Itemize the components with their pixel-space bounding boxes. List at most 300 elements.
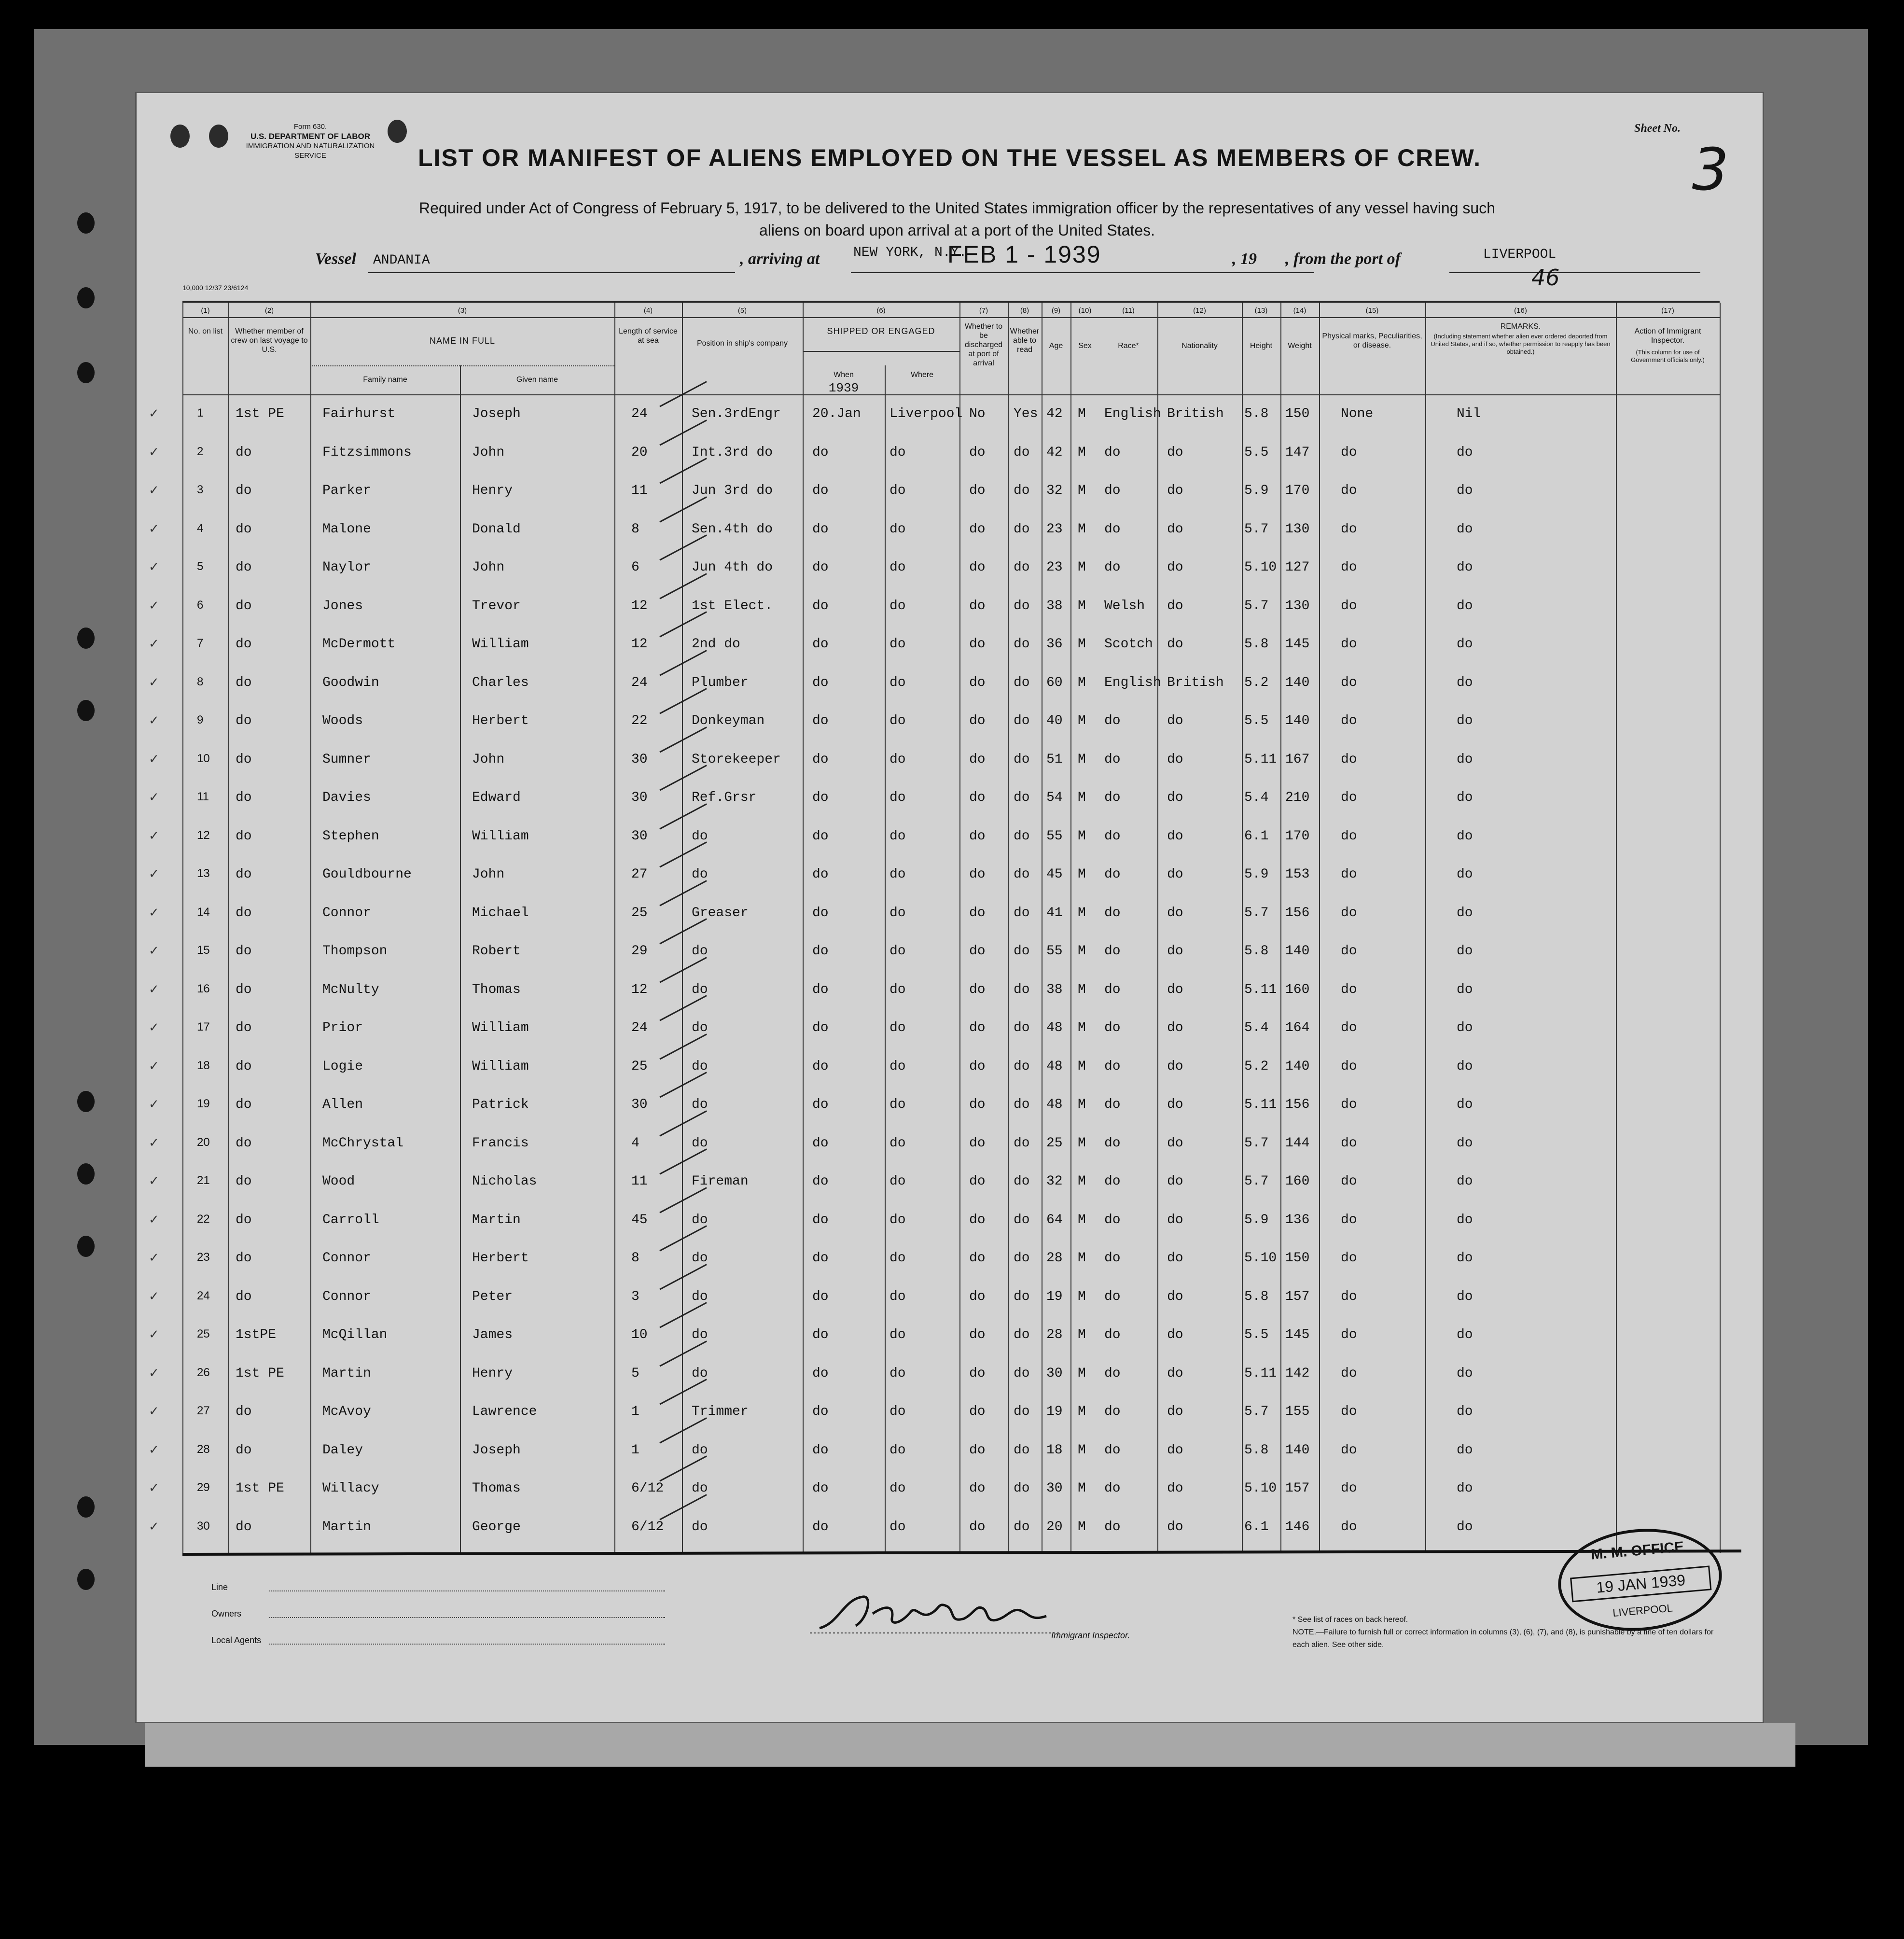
physical-marks: do [1341, 1404, 1357, 1419]
can-read: do [1014, 1404, 1030, 1419]
height: 5.2 [1244, 675, 1269, 690]
remarks: do [1457, 1481, 1473, 1496]
nationality: do [1167, 1097, 1183, 1112]
shipped-where: do [889, 944, 906, 959]
given-name: Edward [472, 790, 521, 805]
shipped-when: do [812, 828, 829, 844]
position: do [692, 944, 708, 959]
col-header-marks: Physical marks, Peculiarities, or disease. [1322, 332, 1422, 349]
position: do [692, 982, 708, 997]
race: English [1104, 675, 1161, 690]
weight: 140 [1285, 944, 1310, 959]
discharged: do [969, 752, 986, 767]
vessel-line [137, 241, 1763, 279]
shipped-when: do [812, 1020, 829, 1035]
sex: M [1078, 867, 1086, 882]
position: Sen.3rdEngr [692, 406, 781, 421]
position: Int.3rd do [692, 445, 773, 460]
row-number: 20 [197, 1135, 210, 1149]
col-header-where: Where [910, 371, 934, 379]
shipped-where: do [889, 905, 906, 921]
discharged: do [969, 598, 986, 614]
race: do [1104, 867, 1121, 882]
stamp-office: M. M. OFFICE [1590, 1538, 1685, 1563]
sex: M [1078, 1519, 1086, 1534]
arriving-port: NEW YORK, N.Y. [853, 245, 967, 260]
given-name: Thomas [472, 982, 521, 997]
position: Storekeeper [692, 752, 781, 767]
crew-status: do [236, 483, 252, 498]
remarks: do [1457, 1059, 1473, 1074]
height: 5.9 [1244, 483, 1269, 498]
height: 5.8 [1244, 1442, 1269, 1458]
service-length: 25 [631, 1059, 648, 1074]
shipped-where: do [889, 1212, 906, 1228]
age: 40 [1046, 713, 1063, 728]
physical-marks: do [1341, 1059, 1357, 1074]
nationality: do [1167, 944, 1183, 959]
can-read: do [1014, 675, 1030, 690]
check-mark-icon: ✓ [149, 1059, 159, 1074]
shipped-where: do [889, 1442, 906, 1458]
table-row [149, 785, 1720, 814]
discharged: do [969, 1366, 986, 1381]
remarks: do [1457, 1097, 1473, 1112]
shipped-where: do [889, 675, 906, 690]
table-row [149, 555, 1720, 584]
discharged: do [969, 445, 986, 460]
age: 48 [1046, 1097, 1063, 1112]
race: do [1104, 790, 1121, 805]
given-name: James [472, 1327, 513, 1342]
physical-marks: do [1341, 483, 1357, 498]
race: do [1104, 1289, 1121, 1304]
row-number: 24 [197, 1289, 210, 1302]
given-name: William [472, 828, 529, 844]
shipped-when: do [812, 713, 829, 728]
nationality: do [1167, 982, 1183, 997]
physical-marks: do [1341, 1519, 1357, 1534]
table-row [149, 1246, 1720, 1275]
family-name: Martin [322, 1519, 371, 1534]
can-read: do [1014, 1135, 1030, 1151]
page-title: LIST OR MANIFEST OF ALIENS EMPLOYED ON THE VESSEL AS MEMBERS OF CREW. [418, 144, 1481, 171]
discharged: do [969, 828, 986, 844]
service-length: 10 [631, 1327, 648, 1342]
shipped-where: do [889, 1174, 906, 1189]
shipped-where: do [889, 752, 906, 767]
row-rule [310, 365, 614, 366]
remarks: do [1457, 905, 1473, 921]
check-mark-icon: ✓ [149, 944, 159, 958]
check-mark-icon: ✓ [149, 982, 159, 997]
punch-hole [388, 120, 407, 143]
height: 5.4 [1244, 1020, 1269, 1035]
crew-status: do [236, 828, 252, 844]
shipped-when: do [812, 1251, 829, 1266]
age: 18 [1046, 1442, 1063, 1458]
given-name: Charles [472, 675, 529, 690]
service-length: 24 [631, 1020, 648, 1035]
underline [1449, 272, 1700, 273]
check-mark-icon: ✓ [149, 1442, 159, 1457]
crew-status: do [236, 1135, 252, 1151]
physical-marks: do [1341, 560, 1357, 575]
col-header-age: Age [1049, 342, 1063, 350]
race: do [1104, 521, 1121, 537]
row-number: 17 [197, 1020, 210, 1033]
crew-status: do [236, 1020, 252, 1035]
sheet-number: 3 [1692, 137, 1729, 204]
height: 5.7 [1244, 905, 1269, 921]
weight: 167 [1285, 752, 1310, 767]
position: do [692, 1251, 708, 1266]
weight: 145 [1285, 637, 1310, 652]
service-length: 25 [631, 905, 648, 921]
family-name: Connor [322, 1251, 371, 1266]
table-row [149, 1323, 1720, 1352]
shipped-when: do [812, 1212, 829, 1228]
position: Sen.4th do [692, 521, 773, 537]
nationality: do [1167, 790, 1183, 805]
col-num: (15) [1365, 307, 1379, 315]
remarks: do [1457, 1442, 1473, 1458]
physical-marks: do [1341, 1097, 1357, 1112]
position: do [692, 1481, 708, 1496]
physical-marks: do [1341, 1251, 1357, 1266]
weight: 136 [1285, 1212, 1310, 1228]
physical-marks: do [1341, 982, 1357, 997]
family-name: Fitzsimmons [322, 445, 412, 460]
row-number: 28 [197, 1442, 210, 1456]
position: do [692, 1442, 708, 1458]
remarks: do [1457, 675, 1473, 690]
table-row [149, 517, 1720, 546]
age: 19 [1046, 1404, 1063, 1419]
nationality: do [1167, 560, 1183, 575]
discharged: do [969, 1212, 986, 1228]
weight: 156 [1285, 905, 1310, 921]
vessel-name: ANDANIA [373, 253, 430, 268]
shipped-where: do [889, 1097, 906, 1112]
col-header-height: Height [1250, 342, 1273, 350]
service-length: 30 [631, 790, 648, 805]
race: Scotch [1104, 637, 1153, 652]
race: do [1104, 1327, 1121, 1342]
service-length: 6/12 [631, 1481, 664, 1496]
position: do [692, 1327, 708, 1342]
family-name: Thompson [322, 944, 388, 959]
given-name: Lawrence [472, 1404, 537, 1419]
col-header-remarks: REMARKS. [1500, 322, 1541, 331]
family-name: McDermott [322, 637, 396, 652]
height: 5.9 [1244, 867, 1269, 882]
race: do [1104, 483, 1121, 498]
subtitle-line-1: Required under Act of Congress of February 5, 1917, to be delivered to the United States immigration officer by the representatives of any vessel having such [419, 199, 1495, 217]
weight: 144 [1285, 1135, 1310, 1151]
inspector-label: Immigrant Inspector. [1051, 1631, 1130, 1640]
crew-status: do [236, 1404, 252, 1419]
shipped-when: do [812, 982, 829, 997]
discharged: do [969, 1289, 986, 1304]
given-name: Robert [472, 944, 521, 959]
shipped-when: do [812, 1327, 829, 1342]
underline [368, 272, 735, 273]
sex: M [1078, 637, 1086, 652]
can-read: Yes [1014, 406, 1038, 421]
family-name: Naylor [322, 560, 371, 575]
table-row [149, 1092, 1720, 1121]
age: 32 [1046, 483, 1063, 498]
remarks: do [1457, 1251, 1473, 1266]
col-header-discharged: Whether to be discharged at port of arrival [964, 322, 1003, 367]
table-row [149, 1438, 1720, 1467]
service-length: 1 [631, 1404, 639, 1419]
check-mark-icon: ✓ [149, 521, 159, 536]
family-name: Allen [322, 1097, 363, 1112]
row-number: 2 [197, 445, 204, 458]
race: do [1104, 944, 1121, 959]
arrival-date-stamp: FEB 1 - 1939 [947, 241, 1101, 268]
row-number: 21 [197, 1174, 210, 1187]
weight: 150 [1285, 406, 1310, 421]
crew-status: do [236, 1059, 252, 1074]
family-name: McChrystal [322, 1135, 404, 1151]
height: 5.5 [1244, 445, 1269, 460]
service-length: 6/12 [631, 1519, 664, 1534]
crew-status: do [236, 637, 252, 652]
nationality: do [1167, 521, 1183, 537]
table-row [149, 440, 1720, 469]
nationality: do [1167, 1327, 1183, 1342]
crew-status: do [236, 752, 252, 767]
shipped-when: do [812, 1519, 829, 1534]
service-length: 4 [631, 1135, 639, 1151]
height: 6.1 [1244, 828, 1269, 844]
weight: 210 [1285, 790, 1310, 805]
row-number: 4 [197, 521, 204, 535]
crew-status: do [236, 1442, 252, 1458]
remarks: do [1457, 1519, 1473, 1534]
check-mark-icon: ✓ [149, 1366, 159, 1381]
race: do [1104, 1059, 1121, 1074]
col-rule [1720, 303, 1721, 1553]
can-read: do [1014, 1519, 1030, 1534]
sex: M [1078, 828, 1086, 844]
age: 32 [1046, 1174, 1063, 1189]
can-read: do [1014, 982, 1030, 997]
check-mark-icon: ✓ [149, 637, 159, 651]
col-header-weight: Weight [1288, 342, 1312, 350]
age: 28 [1046, 1251, 1063, 1266]
race: do [1104, 752, 1121, 767]
nationality: do [1167, 1442, 1183, 1458]
col-num: (5) [737, 307, 747, 315]
discharged: do [969, 1020, 986, 1035]
family-name: McNulty [322, 982, 379, 997]
discharged: do [969, 560, 986, 575]
manifest-page [135, 92, 1764, 1723]
position: Jun 3rd do [692, 483, 773, 498]
pencil-note: 46 [1531, 265, 1560, 291]
physical-marks: do [1341, 828, 1357, 844]
given-name: Joseph [472, 1442, 521, 1458]
table-row [149, 402, 1720, 431]
shipped-when: 20.Jan [812, 406, 861, 421]
can-read: do [1014, 828, 1030, 844]
table-row [149, 747, 1720, 776]
age: 38 [1046, 598, 1063, 614]
check-mark-icon: ✓ [149, 1212, 159, 1227]
subtitle-line-2: aliens on board upon arrival at a port of the United States. [759, 222, 1155, 239]
service-length: 12 [631, 598, 648, 614]
family-name: Logie [322, 1059, 363, 1074]
can-read: do [1014, 483, 1030, 498]
age: 55 [1046, 828, 1063, 844]
page-edge [145, 1723, 1795, 1767]
from-port: LIVERPOOL [1483, 247, 1557, 262]
physical-marks: do [1341, 867, 1357, 882]
row-number: 10 [197, 752, 210, 765]
given-name: John [472, 445, 505, 460]
table-row [149, 862, 1720, 891]
shipped-when: do [812, 560, 829, 575]
table-end-rule [182, 1549, 1741, 1556]
sex: M [1078, 1289, 1086, 1304]
sex: M [1078, 1481, 1086, 1496]
row-number: 5 [197, 560, 204, 573]
row-rule [182, 317, 1720, 318]
crew-status: do [236, 1289, 252, 1304]
col-num: (11) [1122, 307, 1135, 315]
nationality: do [1167, 1059, 1183, 1074]
race: do [1104, 905, 1121, 921]
shipped-where: do [889, 713, 906, 728]
row-number: 22 [197, 1212, 210, 1226]
check-mark-icon: ✓ [149, 1327, 159, 1342]
nationality: do [1167, 1020, 1183, 1035]
race: Welsh [1104, 598, 1145, 614]
family-name: Connor [322, 1289, 371, 1304]
shipped-when: do [812, 867, 829, 882]
family-name: Fairhurst [322, 406, 396, 421]
table-row [149, 709, 1720, 738]
discharged: do [969, 905, 986, 921]
physical-marks: do [1341, 790, 1357, 805]
crew-status: 1st PE [236, 1366, 284, 1381]
check-mark-icon: ✓ [149, 483, 159, 498]
height: 5.7 [1244, 521, 1269, 537]
discharged: do [969, 1481, 986, 1496]
given-name: Joseph [472, 406, 521, 421]
shipped-when: do [812, 675, 829, 690]
age: 36 [1046, 637, 1063, 652]
height: 5.11 [1244, 1366, 1277, 1381]
physical-marks: do [1341, 1212, 1357, 1228]
binder-hole [77, 1163, 95, 1185]
remarks: do [1457, 752, 1473, 767]
col-num: (9) [1051, 307, 1061, 315]
position: do [692, 828, 708, 844]
given-name: Patrick [472, 1097, 529, 1112]
shipped-where: do [889, 1135, 906, 1151]
family-name: Prior [322, 1020, 363, 1035]
nationality: do [1167, 598, 1183, 614]
stamp-date: 19 JAN 1939 [1570, 1565, 1711, 1602]
service-length: 11 [631, 1174, 648, 1189]
family-name: Jones [322, 598, 363, 614]
remarks: Nil [1457, 406, 1481, 421]
shipped-where: do [889, 483, 906, 498]
given-name: Trevor [472, 598, 521, 614]
physical-marks: do [1341, 1135, 1357, 1151]
height: 5.7 [1244, 1174, 1269, 1189]
row-number: 9 [197, 713, 204, 726]
discharged: do [969, 1097, 986, 1112]
position: do [692, 1097, 708, 1112]
check-mark-icon: ✓ [149, 1174, 159, 1188]
height: 5.7 [1244, 598, 1269, 614]
given-name: Francis [472, 1135, 529, 1151]
sex: M [1078, 445, 1086, 460]
binder-hole [77, 287, 95, 308]
family-name: Goodwin [322, 675, 379, 690]
col-num: (3) [458, 307, 467, 315]
weight: 140 [1285, 675, 1310, 690]
check-mark-icon: ✓ [149, 598, 159, 613]
row-rule [803, 351, 959, 352]
race: do [1104, 1135, 1121, 1151]
weight: 155 [1285, 1404, 1310, 1419]
row-number: 27 [197, 1404, 210, 1417]
col-header-no: No. on list [188, 327, 223, 335]
position: do [692, 1135, 708, 1151]
col-num: (1) [201, 307, 210, 315]
row-number: 23 [197, 1251, 210, 1264]
crew-status: do [236, 790, 252, 805]
physical-marks: do [1341, 1366, 1357, 1381]
race: do [1104, 1519, 1121, 1534]
family-name: Stephen [322, 828, 379, 844]
shipped-where: do [889, 1404, 906, 1419]
nationality: do [1167, 637, 1183, 652]
position: do [692, 1059, 708, 1074]
given-name: William [472, 637, 529, 652]
remarks: do [1457, 1174, 1473, 1189]
sex: M [1078, 1059, 1086, 1074]
col-header-shipped: SHIPPED OR ENGAGED [827, 326, 935, 336]
remarks: do [1457, 598, 1473, 614]
remarks: do [1457, 521, 1473, 537]
given-name: John [472, 560, 505, 575]
row-number: 6 [197, 598, 204, 612]
nationality: do [1167, 1404, 1183, 1419]
col-header-read: Whether able to read [1010, 327, 1040, 354]
check-mark-icon: ✓ [149, 713, 159, 728]
age: 48 [1046, 1059, 1063, 1074]
check-mark-icon: ✓ [149, 1481, 159, 1495]
page-subtitle [306, 197, 1609, 241]
sex: M [1078, 1442, 1086, 1458]
row-number: 19 [197, 1097, 210, 1110]
table-row [149, 1054, 1720, 1083]
table-row [149, 670, 1720, 699]
col-num: (7) [979, 307, 988, 315]
given-name: Nicholas [472, 1174, 537, 1189]
sex: M [1078, 1366, 1086, 1381]
physical-marks: do [1341, 637, 1357, 652]
col-header-sex: Sex [1078, 342, 1092, 350]
